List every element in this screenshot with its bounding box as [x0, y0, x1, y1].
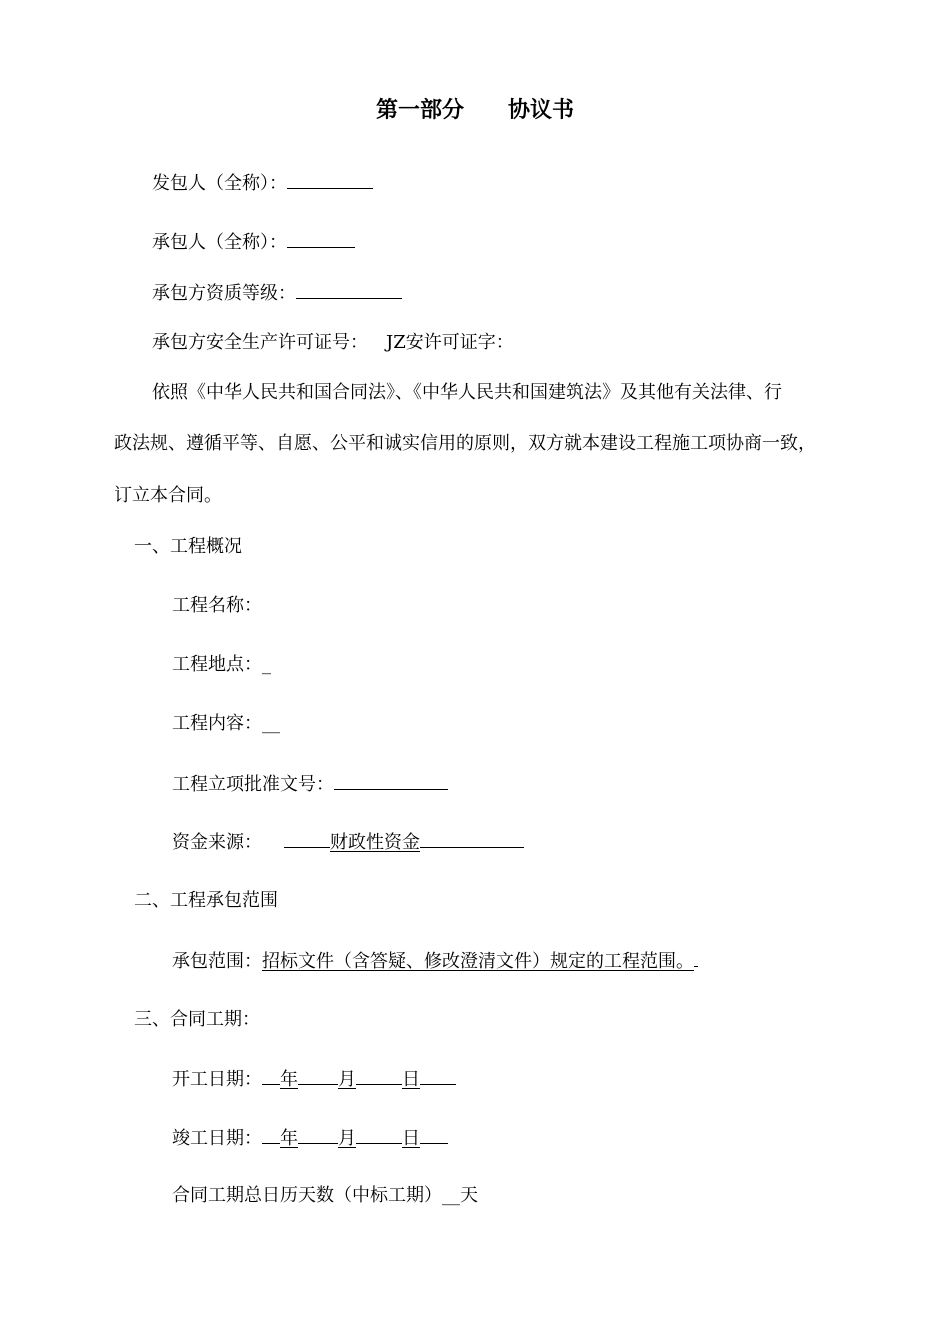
completion-date-month: 月 [338, 1128, 356, 1149]
project-content-field [172, 712, 280, 736]
completion-date-year: 年 [280, 1128, 298, 1149]
safety-permit-value: JZ安许可证字： [386, 332, 514, 353]
completion-date-label: 竣工日期： [172, 1128, 262, 1149]
project-location-label: 工程地点： [172, 654, 262, 675]
safety-permit-label: 承包方安全生产许可证号： [152, 332, 368, 353]
total-days-label: 合同工期总日历天数（中标工期） [172, 1185, 442, 1206]
qualification-label: 承包方资质等级： [152, 283, 296, 304]
employer-label: 发包人（全称）： [152, 173, 287, 194]
employer-blank[interactable] [287, 170, 373, 189]
start-date-day: 日 [402, 1069, 420, 1090]
preamble-line-3: 订立本合同。 [114, 485, 222, 506]
qualification-blank[interactable] [296, 280, 402, 299]
funding-value: 财政性资金 [330, 832, 420, 853]
completion-date-day: 日 [402, 1128, 420, 1149]
scope-value: 招标文件（含答疑、修改澄清文件）规定的工程范围。 [262, 951, 694, 972]
total-days-unit: 天 [460, 1185, 478, 1206]
preamble-line-2: 政法规、遵循平等、自愿、公平和诚实信用的原则，双方就本建设工程施工项协商一致， [114, 433, 816, 454]
project-name-field [172, 594, 262, 618]
contractor-blank[interactable] [287, 229, 355, 248]
project-content-label: 工程内容： [172, 713, 262, 734]
employer-field [152, 170, 373, 196]
start-date-month: 月 [338, 1069, 356, 1090]
start-date-year: 年 [280, 1069, 298, 1090]
section3-heading: 三、合同工期： [134, 1009, 260, 1030]
total-days-blank[interactable]: __ [442, 1185, 460, 1206]
funding-label: 资金来源： [172, 832, 262, 853]
project-location-field [172, 653, 271, 677]
contractor-field [152, 229, 355, 255]
page-title: 第一部分 协议书 [375, 98, 574, 123]
project-content-value[interactable]: __ [262, 713, 280, 734]
project-location-value[interactable]: _ [262, 654, 271, 675]
completion-date-field [172, 1125, 448, 1151]
section1-heading: 一、工程概况 [134, 536, 242, 557]
preamble-line-1: 依照《中华人民共和国合同法》、《中华人民共和国建筑法》及其他有关法律、行 [152, 382, 782, 403]
scope-label: 承包范围： [172, 951, 262, 972]
total-days-field [172, 1184, 478, 1208]
project-name-label: 工程名称： [172, 595, 262, 616]
funding-field [172, 829, 524, 855]
approval-no-blank[interactable] [334, 771, 448, 790]
contractor-label: 承包人（全称）： [152, 232, 287, 253]
approval-no-field [172, 771, 448, 797]
start-date-label: 开工日期： [172, 1069, 262, 1090]
section2-heading: 二、工程承包范围 [134, 890, 278, 911]
start-date-field [172, 1066, 456, 1092]
qualification-field [152, 280, 402, 306]
approval-no-label: 工程立项批准文号： [172, 774, 334, 795]
scope-field [172, 948, 698, 974]
safety-permit-field [152, 331, 514, 355]
